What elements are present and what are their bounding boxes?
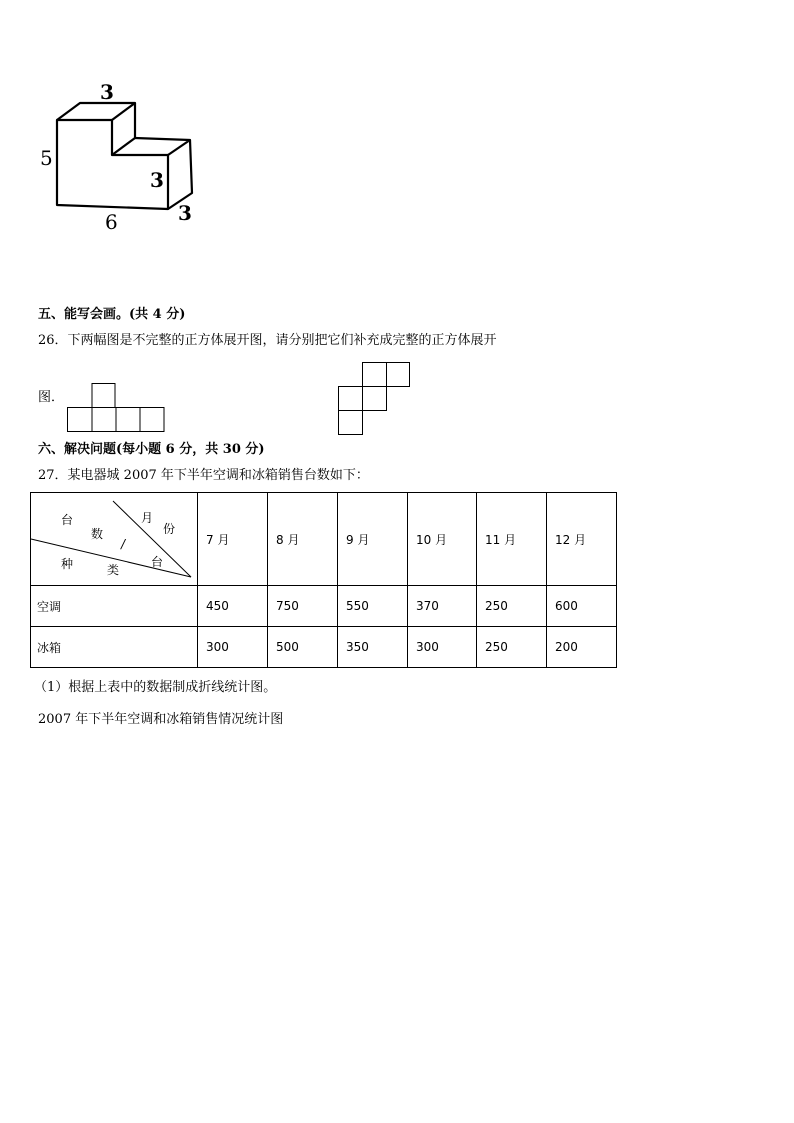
corner-label-tai: 台 [61,513,74,527]
table-cell: 750 [268,586,338,627]
table-cell: 250 [477,627,547,668]
table-cell: 300 [198,627,268,668]
corner-label-slash: / [121,537,126,551]
question-27-part1: （1）根据上表中的数据制成折线统计图。 [34,680,277,695]
table-cell: 450 [198,586,268,627]
dim-label-bottom: 6 [105,210,118,234]
table-cell: 370 [408,586,477,627]
month-header: 9 月 [338,493,408,586]
corner-label-yue: 月 [141,511,154,525]
cube-net-1 [67,383,167,435]
table-row [31,627,617,668]
corner-label-fen: 份 [163,522,176,536]
question-26-text-cont: 图． [38,390,65,405]
section6-heading: 六、解决问题(每小题 6 分，共 30 分) [38,442,265,457]
question-26-text: 26．下两幅图是不完整的正方体展开图，请分别把它们补充成完整的正方体展开 [38,333,497,348]
dim-label-depth: 3 [178,201,192,225]
table-header-row [31,493,617,586]
month-header: 12 月 [547,493,617,586]
month-header: 8 月 [268,493,338,586]
table-cell: 200 [547,627,617,668]
table-cell: 500 [268,627,338,668]
corner-label-lei: 类 [107,563,120,577]
dim-label-top: 3 [100,80,114,104]
dim-label-left: 5 [40,146,53,170]
section5-heading: 五、能写会画。(共 4 分) [38,307,186,322]
row-label: 空调 [31,586,198,627]
table-cell: 300 [408,627,477,668]
table-row [31,586,617,627]
table-corner-cell [31,493,198,586]
l-shaped-solid-figure [0,0,794,260]
month-header: 7 月 [198,493,268,586]
corner-label-tai2: 台 [151,555,164,569]
dim-label-step: 3 [150,168,164,192]
table-cell: 600 [547,586,617,627]
month-header: 11 月 [477,493,547,586]
table-cell: 550 [338,586,408,627]
sales-table [30,492,617,668]
row-label: 冰箱 [31,627,198,668]
cube-net-2 [338,362,418,442]
month-header: 10 月 [408,493,477,586]
table-cell: 250 [477,586,547,627]
corner-label-shu: 数 [91,527,104,541]
question-27-text: 27．某电器城 2007 年下半年空调和冰箱销售台数如下： [38,468,369,483]
corner-label-zhong: 种 [61,557,74,571]
table-cell: 350 [338,627,408,668]
chart-caption: 2007 年下半年空调和冰箱销售情况统计图 [38,712,284,727]
